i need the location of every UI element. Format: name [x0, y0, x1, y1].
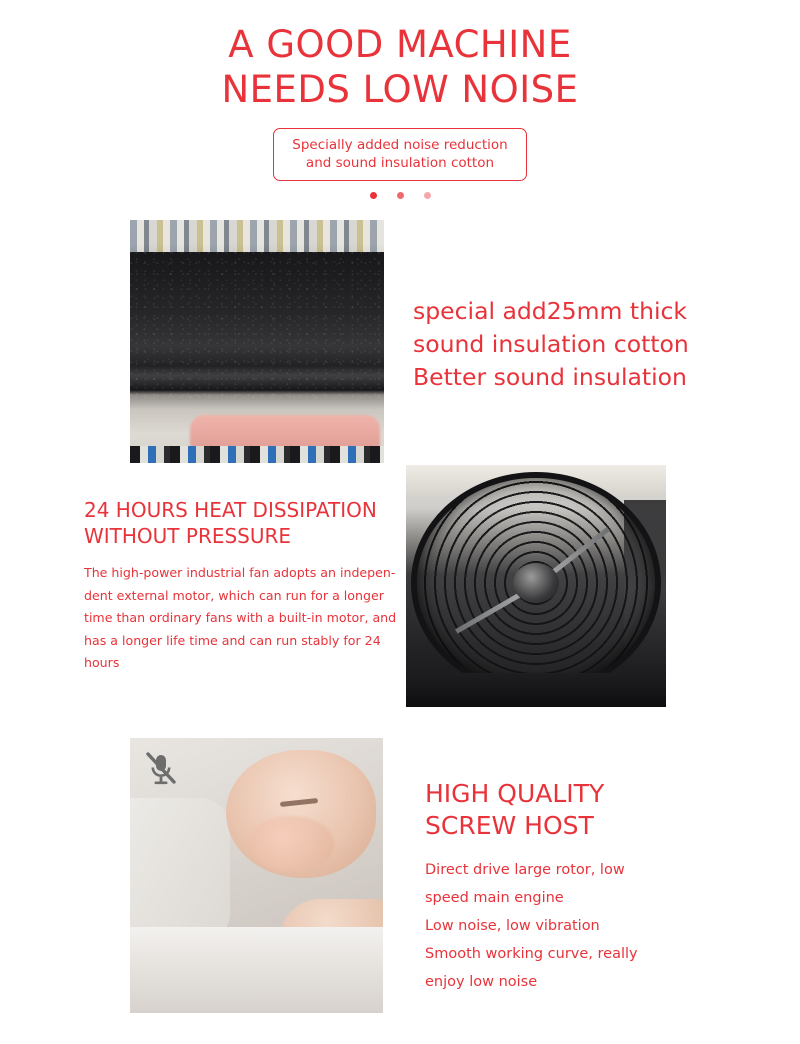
foam-top-strip: [130, 220, 384, 252]
carousel-dot-1[interactable]: [370, 192, 377, 199]
carousel-dot-3[interactable]: [424, 192, 431, 199]
section1-line-3: Better sound insulation: [413, 363, 687, 391]
section-screw-host: [0, 738, 800, 1018]
section2-title-line-2: WITHOUT PRESSURE: [84, 524, 292, 548]
section2-body-line-2: dent external motor, which can run for a longer: [84, 587, 384, 603]
header: [0, 0, 800, 199]
section1-line-2: sound insulation cotton: [413, 330, 689, 358]
baby-cheek: [248, 816, 334, 872]
section3-body-line-1: Direct drive large rotor, low: [425, 862, 625, 878]
section3-body-line-2: speed main engine: [425, 890, 564, 906]
section3-title: [425, 778, 765, 842]
page-title: [0, 22, 800, 112]
section1-text: [413, 295, 689, 394]
section3-body-line-3: Low noise, low vibration: [425, 918, 600, 934]
section2-text: [84, 497, 399, 675]
blanket: [130, 927, 383, 1013]
fan-hub: [513, 563, 559, 603]
badge-line-2: and sound insulation cotton: [305, 155, 495, 171]
sound-insulation-cotton-photo: [130, 220, 384, 463]
badge-line-1: Specially added noise reduction: [292, 137, 508, 153]
headline-line-1: A GOOD MACHINE: [228, 23, 572, 66]
feature-badge: [273, 128, 526, 181]
pillow: [130, 798, 230, 943]
headline-line-2: NEEDS LOW NOISE: [221, 68, 579, 111]
foam-hand: [190, 415, 380, 449]
mute-microphone-icon: [142, 750, 180, 788]
section3-title-line-2: SCREW HOST: [425, 811, 594, 840]
fan-photo-base: [406, 673, 666, 707]
section-heat-dissipation: [0, 465, 800, 717]
sleeping-baby-photo: [130, 738, 383, 1013]
section2-title: [84, 497, 399, 549]
industrial-fan-photo: [406, 465, 666, 707]
section3-text: [425, 778, 765, 996]
section3-body-line-5: enjoy low noise: [425, 974, 538, 990]
section2-body: [84, 562, 399, 675]
section-sound-insulation: [0, 220, 800, 465]
section3-body: [425, 856, 765, 996]
carousel-dots[interactable]: [0, 192, 800, 199]
section2-body-line-1: The high-power industrial fan adopts an indepen-: [84, 565, 396, 580]
section3-body-line-4: Smooth working curve, really: [425, 946, 638, 962]
section2-body-line-5: hours: [84, 655, 120, 670]
section2-body-line-4: has a longer life time and can run stably for 24: [84, 632, 381, 648]
section3-title-line-1: HIGH QUALITY: [425, 779, 605, 808]
foam-bottom-strip: [130, 446, 384, 463]
carousel-dot-2[interactable]: [397, 192, 404, 199]
badge-container: [0, 128, 800, 181]
foam-texture: [130, 250, 384, 400]
section2-body-line-3: time than ordinary fans with a built-in motor, and: [84, 610, 397, 625]
section1-line-1: special add25mm thick: [413, 297, 688, 325]
section2-title-line-1: 24 HOURS HEAT DISSIPATION: [84, 498, 377, 522]
